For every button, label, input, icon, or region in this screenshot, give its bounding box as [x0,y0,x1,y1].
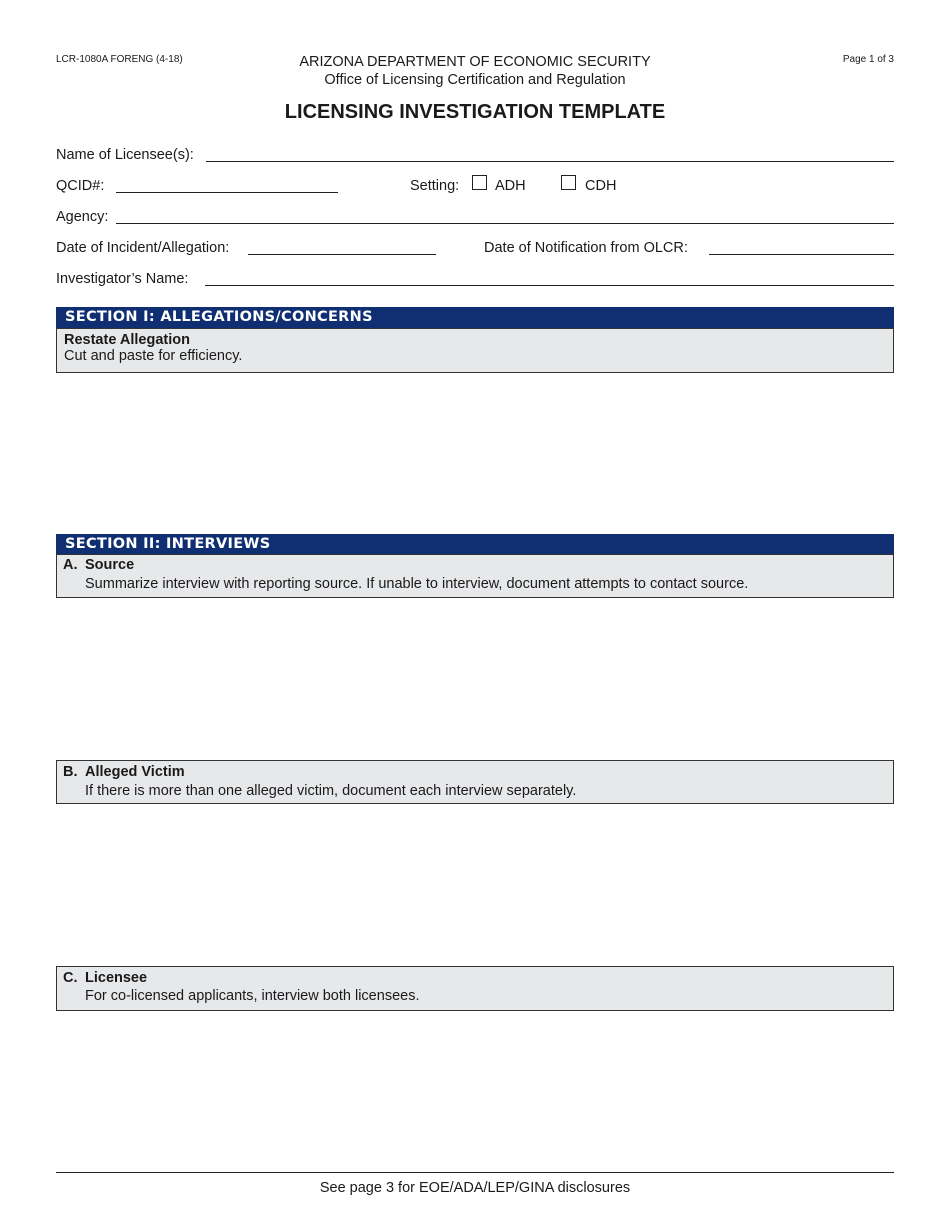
setting-label: Setting: [410,178,460,194]
incident-date-field[interactable] [248,254,436,255]
investigator-field[interactable] [205,285,894,286]
agency-label: Agency: [56,209,109,225]
qcid-label: QCID#: [56,178,105,194]
licensee-box [56,966,894,1011]
adh-checkbox[interactable] [472,175,487,190]
incident-date-label: Date of Incident/Allegation: [56,240,230,256]
victim-text: If there is more than one alleged victim, document each interview separately. [85,783,577,799]
licensee-letter: C. [63,970,78,986]
notification-date-label: Date of Notification from OLCR: [484,240,688,256]
form-code: LCR-1080A FORENG (4-18) [56,54,183,65]
victim-title: Alleged Victim [85,764,185,780]
footer-divider [56,1172,894,1173]
qcid-field[interactable] [116,192,338,193]
alleged-victim-box [56,760,894,804]
cdh-label: CDH [585,178,617,194]
source-text: Summarize interview with reporting source. If unable to interview, document attempts to contact source. [85,576,749,592]
page-title: LICENSING INVESTIGATION TEMPLATE [284,101,666,123]
licensee-text: For co-licensed applicants, interview both licensees. [85,988,420,1004]
section-2-heading: SECTION II: INTERVIEWS [56,534,894,555]
victim-letter: B. [63,764,78,780]
restate-allegation-text: Cut and paste for efficiency. [64,348,243,364]
section-1-heading: SECTION I: ALLEGATIONS/CONCERNS [56,307,894,328]
licensee-name-label: Name of Licensee(s): [56,147,194,163]
notification-date-field[interactable] [709,254,894,255]
source-title: Source [85,557,135,573]
licensee-title: Licensee [85,970,148,986]
agency-field[interactable] [116,223,894,224]
office-name: Office of Licensing Certification and Regulation [324,72,626,88]
footer-disclosure: See page 3 for EOE/ADA/LEP/GINA disclosures [319,1180,631,1196]
cdh-checkbox[interactable] [561,175,576,190]
source-letter: A. [63,557,78,573]
licensee-name-field[interactable] [206,161,894,162]
restate-allegation-title: Restate Allegation [64,332,190,348]
investigator-label: Investigator’s Name: [56,271,189,287]
adh-label: ADH [495,178,526,194]
source-box [56,554,894,598]
restate-allegation-box [56,328,894,373]
page-number: Page 1 of 3 [842,54,894,65]
agency-name: ARIZONA DEPARTMENT OF ECONOMIC SECURITY [299,54,651,70]
